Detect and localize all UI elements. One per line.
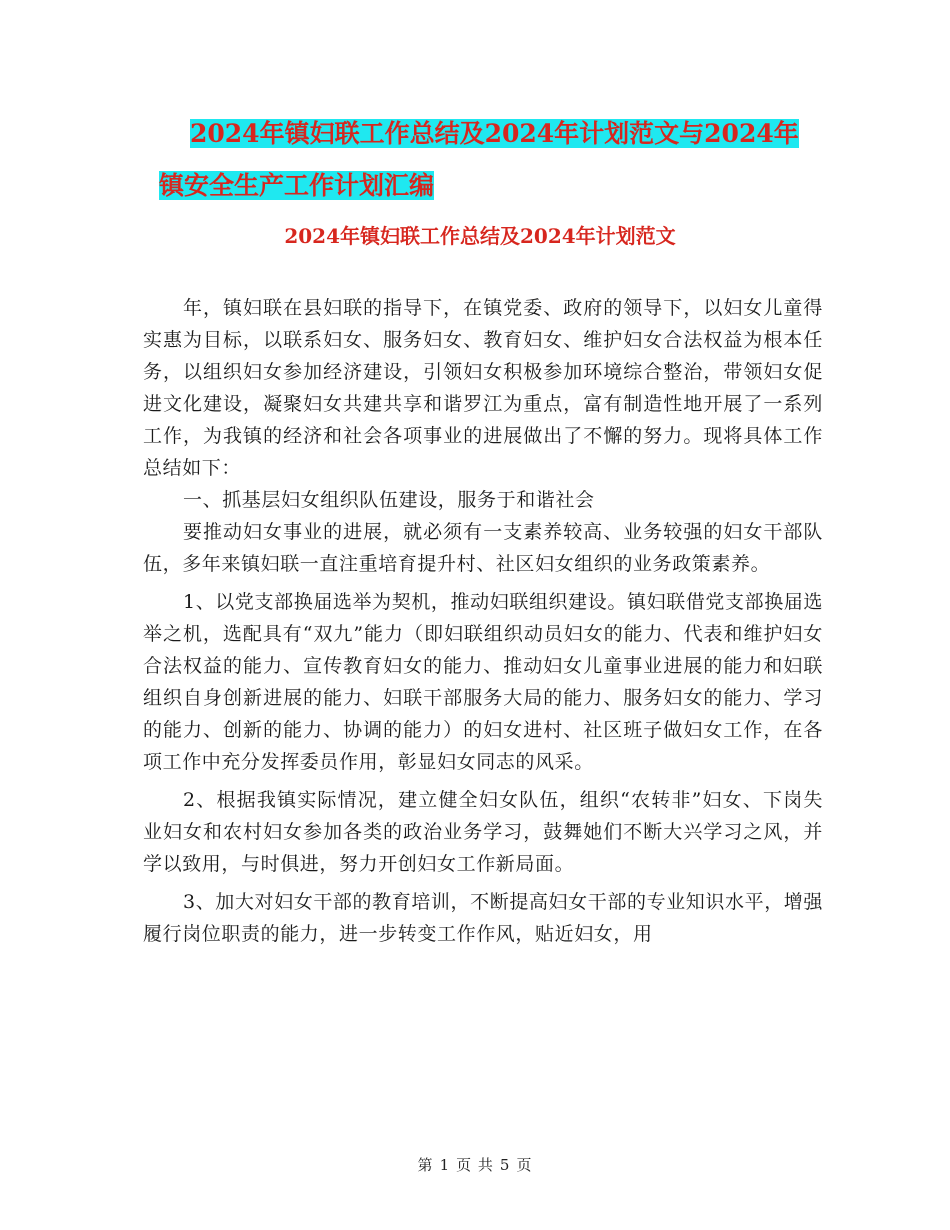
section-title: 2024年镇妇联工作总结及2024年计划范文 (284, 224, 676, 248)
paragraph-intro: 年，镇妇联在县妇联的指导下，在镇党委、政府的领导下，以妇女儿童得实惠为目标，以联系妇女、服务妇女、教育妇女、维护妇女合法权益为根本任务，以组织妇女参加经济建设，引领妇女积极参加环境综合整治，带领妇女促进文化建设，凝聚妇女共建共享和谐罗江为重点，富有制造性地开展了一系列工作，为我镇的经济和社会各项事业的进展做出了不懈的努力。现将具体工作总结如下： (143, 297, 823, 479)
footer-suffix: 页 (516, 1156, 533, 1174)
paragraph-heading-1: 一、抓基层妇女组织队伍建设，服务于和谐社会 (183, 489, 595, 511)
document-title (140, 108, 820, 212)
footer-prefix: 第 (417, 1156, 434, 1174)
title-highlight-2: 镇安全生产工作计划汇编 (159, 171, 435, 200)
document-title-line-2 (140, 160, 820, 212)
footer-mid: 页 共 (456, 1156, 494, 1174)
paragraph-item-1: 1、以党支部换届选举为契机，推动妇联组织建设。镇妇联借党支部换届选举之机，选配具有“双九”能力（即妇联组织动员妇女的能力、代表和维护妇女合法权益的能力、宣传教育妇女的能力、推动妇女儿童事业进展的能力和妇联组织自身创新进展的能力、妇联干部服务大局的能力、服务妇女的能力、学习的能力、创新的能力、协调的能力）的妇女进村、社区班子做妇女工作，在各项工作中充分发挥委员作用，彰显妇女同志的风采。 (143, 591, 823, 773)
document-title-line-1 (140, 108, 820, 160)
footer-total-pages: 5 (499, 1156, 511, 1174)
document-body (143, 292, 823, 950)
paragraph-item-2: 2、根据我镇实际情况，建立健全妇女队伍，组织“农转非”妇女、下岗失业妇女和农村妇女参加各类的政治业务学习，鼓舞她们不断大兴学习之风，并学以致用，与时俱进，努力开创妇女工作新局面。 (143, 789, 823, 875)
title-highlight-1: 2024年镇妇联工作总结及2024年计划范文与2024年 (190, 119, 799, 148)
paragraph-2: 要推动妇女事业的进展，就必须有一支素养较高、业务较强的妇女干部队伍，多年来镇妇联一直注重培育提升村、社区妇女组织的业务政策素养。 (143, 521, 823, 575)
paragraph-item-3: 3、加大对妇女干部的教育培训，不断提高妇女干部的专业知识水平，增强履行岗位职责的能力，进一步转变工作作风，贴近妇女，用 (143, 891, 823, 945)
footer-current-page: 1 (439, 1156, 451, 1174)
page-footer (0, 1154, 950, 1175)
